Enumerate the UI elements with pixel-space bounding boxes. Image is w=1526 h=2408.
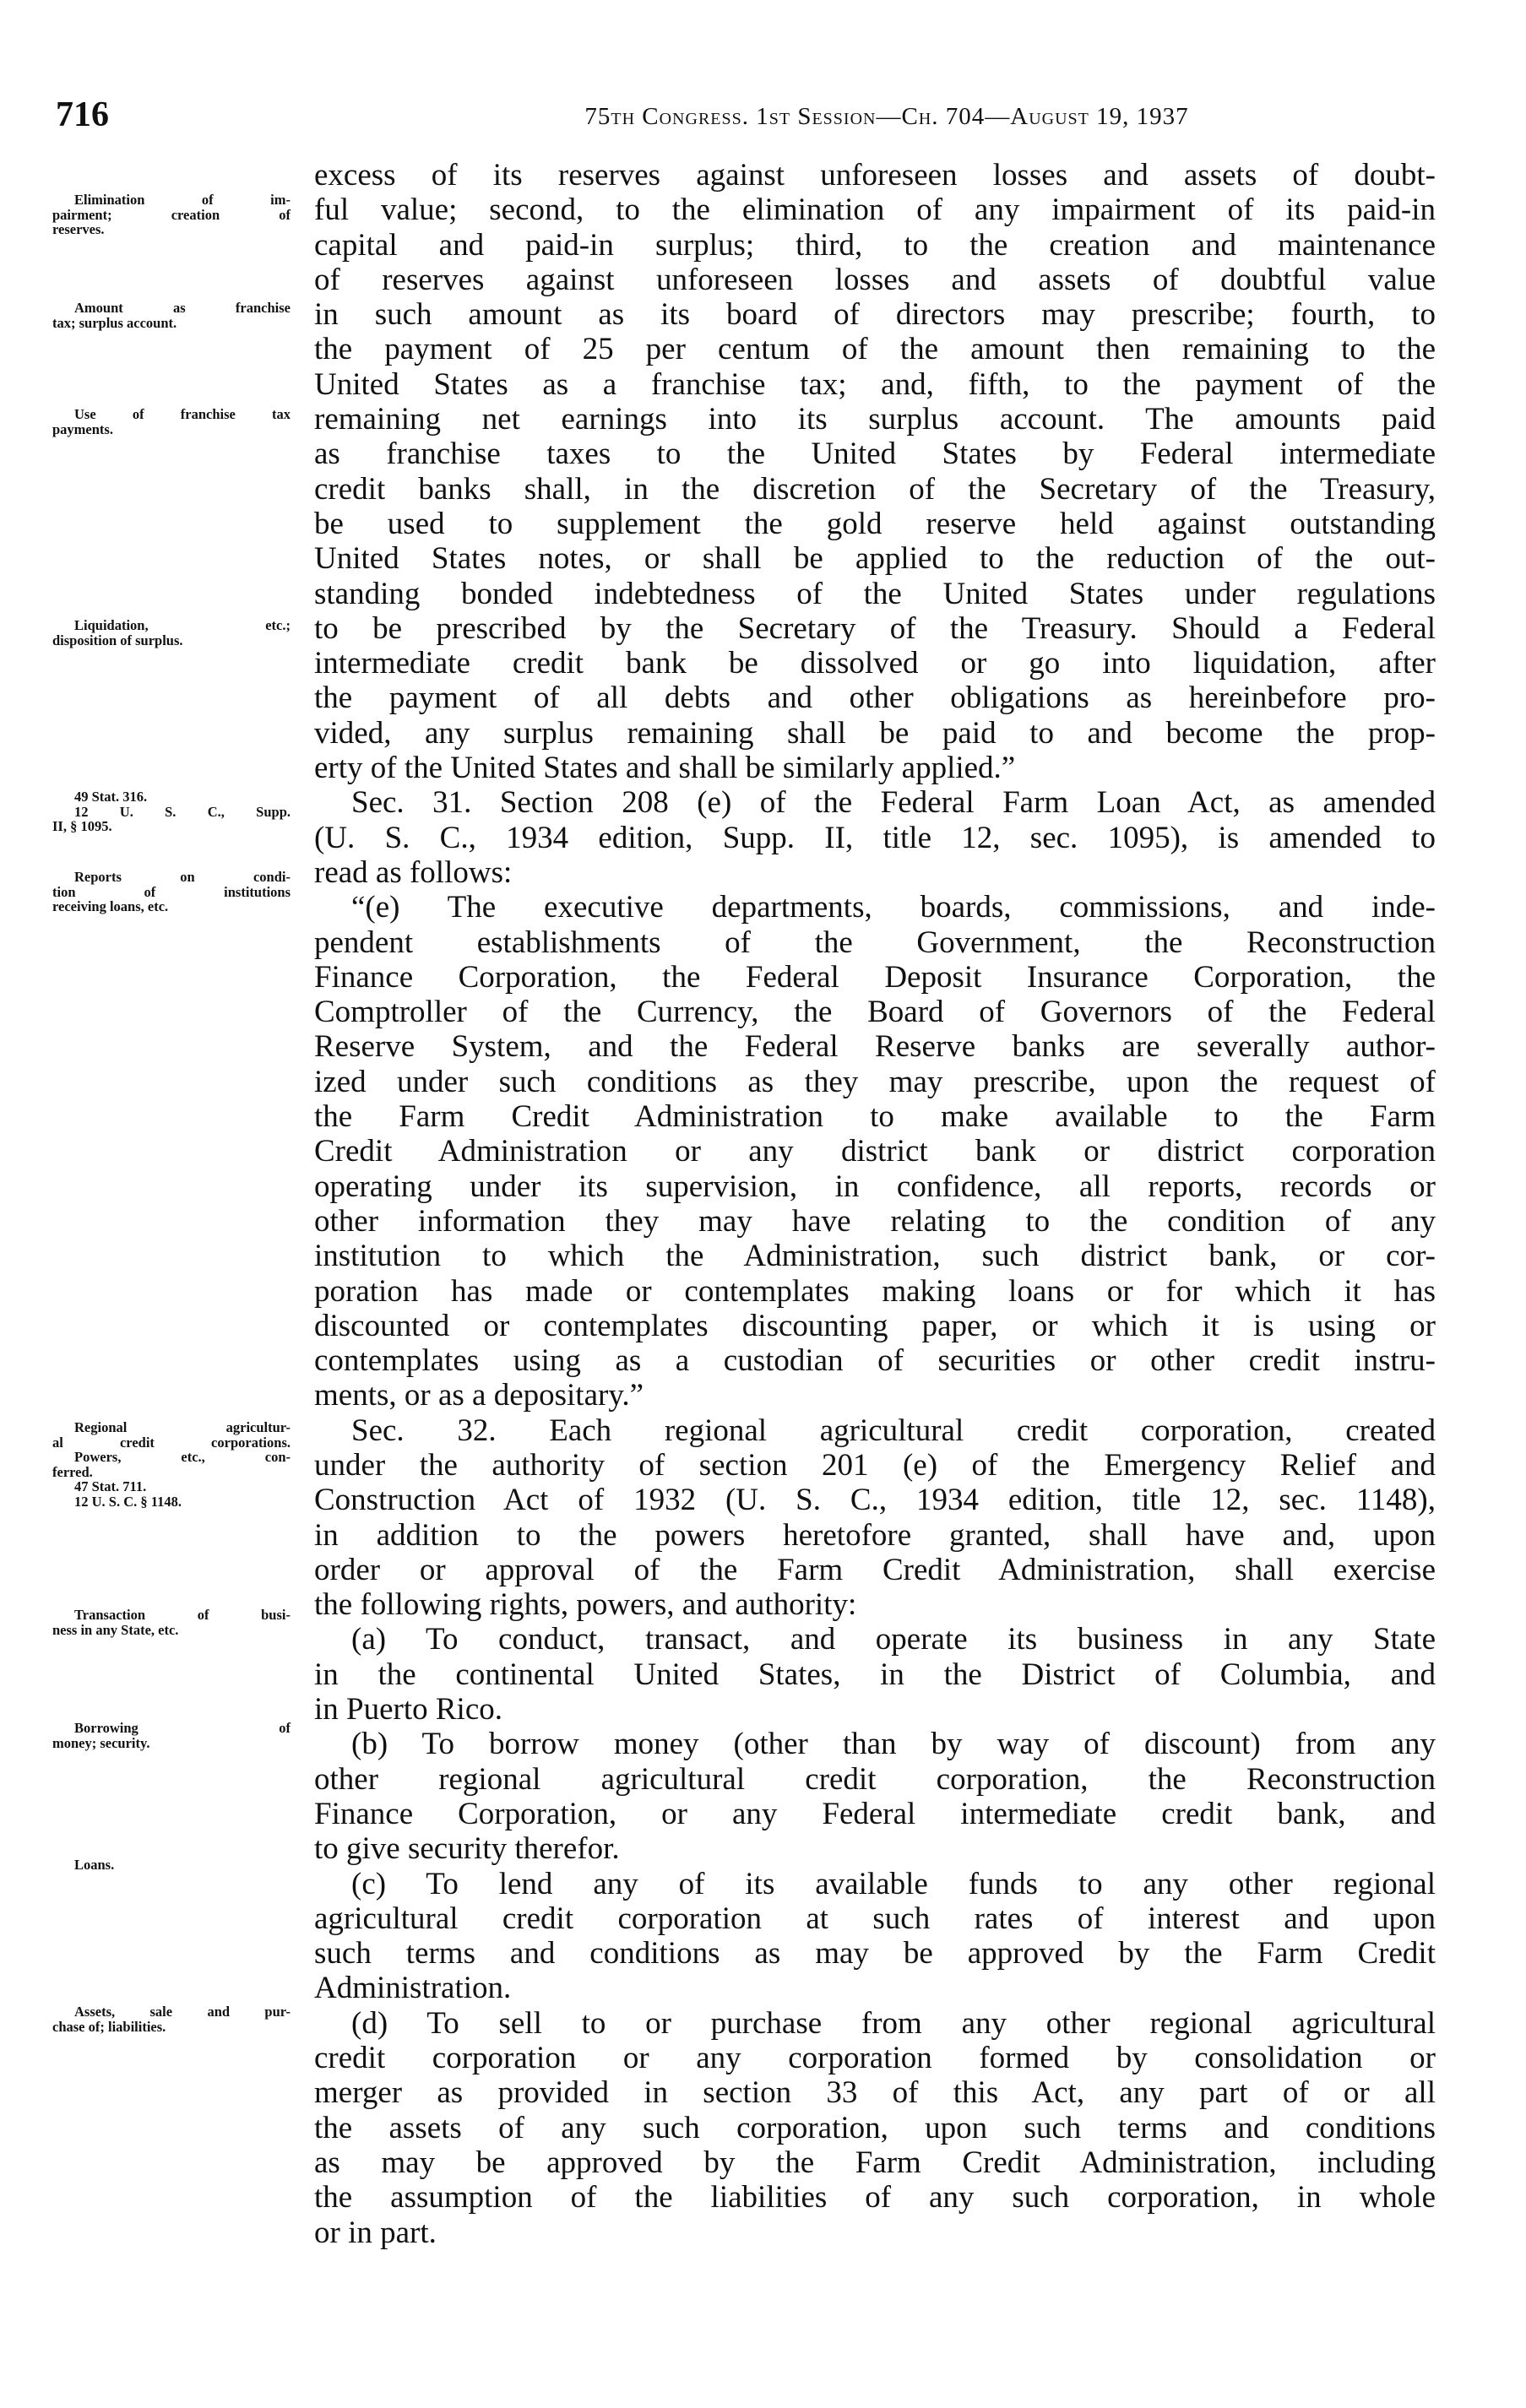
text-line: agricultural credit corporation at such rates of interest and upon xyxy=(314,1901,1436,1936)
text-line: credit banks shall, in the discretion of the Secretary of the Treasury, xyxy=(314,471,1436,507)
text-line: institution to which the Administration, such district bank, or cor- xyxy=(314,1239,1436,1274)
text-line: pendent establishments of the Government, the Reconstruction xyxy=(314,925,1436,960)
margin-note-line: Powers, etc., con- xyxy=(74,1449,291,1465)
text-line: intermediate credit bank be dissolved or go into liquidation, after xyxy=(314,646,1436,681)
text-line: (a) To conduct, transact, and operate its business in any State xyxy=(351,1622,1436,1657)
text-line: in such amount as its board of directors may prescribe; fourth, to xyxy=(314,297,1436,333)
margin-note-line: Elimination of im- xyxy=(74,192,291,208)
text-line: read as follows: xyxy=(314,854,513,890)
text-line: Credit Administration or any district bank or district corporation xyxy=(314,1134,1436,1169)
text-line: remaining net earnings into its surplus account. The amounts paid xyxy=(314,402,1436,437)
text-line: operating under its supervision, in confidence, all reports, records or xyxy=(314,1169,1436,1204)
margin-note-line: Assets, sale and pur- xyxy=(74,2004,291,2020)
text-line: ful value; second, to the elimination of any impairment of its paid-in xyxy=(314,193,1436,228)
margin-note-line: receiving loans, etc. xyxy=(52,898,169,914)
text-line: as may be approved by the Farm Credit Administration, including xyxy=(314,2145,1436,2180)
margin-note-line: pairment; creation of xyxy=(52,206,291,223)
margin-note-line: 12 U. S. C. § 1148. xyxy=(74,1493,182,1510)
text-line: United States notes, or shall be applied to the reduction of the out- xyxy=(314,541,1436,577)
margin-note xyxy=(52,789,291,834)
text-line: in addition to the powers heretofore granted, shall have and, upon xyxy=(314,1517,1436,1553)
text-line: Administration. xyxy=(314,1971,512,2006)
running-head: 75th Congress. 1st Session—Ch. 704—August 19, 1937 xyxy=(584,103,1189,130)
text-line: such terms and conditions as may be approved by the Farm Credit xyxy=(314,1936,1436,1971)
text-line: in the continental United States, in the District of Columbia, and xyxy=(314,1657,1436,1692)
margin-note-line: al credit corporations. xyxy=(52,1434,291,1451)
margin-note xyxy=(52,618,291,648)
text-line: Reserve System, and the Federal Reserve banks are severally author- xyxy=(314,1029,1436,1065)
text-line: the payment of all debts and other obligations as hereinbefore pro- xyxy=(314,681,1436,716)
margin-note xyxy=(52,407,291,437)
margin-note-line: Loans. xyxy=(74,1857,115,1873)
text-line: the following rights, powers, and authority: xyxy=(314,1587,857,1623)
body-text xyxy=(314,158,1436,2250)
margin-note-line: Regional agricultur- xyxy=(74,1419,291,1435)
margin-note xyxy=(52,1420,291,1509)
text-line: of reserves against unforeseen losses and assets of doubtful value xyxy=(314,262,1436,297)
text-line: to give security therefor. xyxy=(314,1831,620,1867)
text-line: (b) To borrow money (other than by way of discount) from any xyxy=(351,1727,1436,1762)
margin-note xyxy=(52,2004,291,2034)
text-line: erty of the United States and shall be similarly applied.” xyxy=(314,751,1016,786)
text-line: credit corporation or any corporation formed by consolidation or xyxy=(314,2041,1436,2076)
margin-note-line: II, § 1095. xyxy=(52,818,112,834)
text-line: be used to supplement the gold reserve held against outstanding xyxy=(314,506,1436,541)
text-line: vided, any surplus remaining shall be paid to and become the prop- xyxy=(314,715,1436,751)
text-line: to be prescribed by the Secretary of the Treasury. Should a Federal xyxy=(314,610,1436,646)
text-line: (U. S. C., 1934 edition, Supp. II, title 12, sec. 1095), is amended to xyxy=(314,820,1436,855)
text-line: Finance Corporation, or any Federal intermediate credit bank, and xyxy=(314,1796,1436,1831)
margin-note-line: ferred. xyxy=(52,1463,93,1480)
text-line: as franchise taxes to the United States by Federal intermediate xyxy=(314,437,1436,472)
margin-note-line: 49 Stat. 316. xyxy=(74,789,148,805)
text-line: the payment of 25 per centum of the amount then remaining to the xyxy=(314,332,1436,367)
margin-note-line: ness in any State, etc. xyxy=(52,1621,179,1638)
margin-note-line: Amount as franchise xyxy=(74,300,291,316)
text-line: Construction Act of 1932 (U. S. C., 1934 edition, title 12, sec. 1148), xyxy=(314,1483,1436,1518)
margin-note-line: tax; surplus account. xyxy=(52,314,177,331)
text-line: other information they may have relating to the condition of any xyxy=(314,1203,1436,1239)
margin-note xyxy=(52,301,291,330)
text-line: Finance Corporation, the Federal Deposit Insurance Corporation, the xyxy=(314,959,1436,995)
margin-note-line: Reports on condi- xyxy=(74,869,291,885)
text-line: United States as a franchise tax; and, fifth, to the payment of the xyxy=(314,366,1436,402)
text-line: poration has made or contemplates making loans or for which it has xyxy=(314,1273,1436,1309)
text-line: Sec. 31. Section 208 (e) of the Federal Farm Loan Act, as amended xyxy=(351,785,1436,821)
text-line: order or approval of the Farm Credit Administration, shall exercise xyxy=(314,1552,1436,1587)
text-line: contemplates using as a custodian of securities or other credit instru- xyxy=(314,1343,1436,1379)
margin-note-line: chase of; liabilities. xyxy=(52,2018,166,2035)
text-line: standing bonded indebtedness of the United States under regulations xyxy=(314,576,1436,611)
text-line: Sec. 32. Each regional agricultural credit corporation, created xyxy=(351,1413,1436,1448)
text-line: the assumption of the liabilities of any such corporation, in whole xyxy=(314,2180,1436,2215)
text-line: under the authority of section 201 (e) of the Emergency Relief and xyxy=(314,1447,1436,1483)
margin-note-line: payments. xyxy=(52,420,113,437)
text-line: the Farm Credit Administration to make available to the Farm xyxy=(314,1099,1436,1135)
text-line: discounted or contemplates discounting paper, or which it is using or xyxy=(314,1308,1436,1343)
margin-note-line: Use of franchise tax xyxy=(74,406,291,422)
text-line: “(e) The executive departments, boards, commissions, and inde- xyxy=(351,890,1436,925)
text-line: capital and paid-in surplus; third, to the creation and maintenance xyxy=(314,227,1436,263)
text-line: (c) To lend any of its available funds to any other regional xyxy=(351,1866,1436,1901)
margin-note-line: Transaction of busi- xyxy=(74,1607,291,1623)
margin-note-line: tion of institutions xyxy=(52,883,291,900)
page-number: 716 xyxy=(56,95,109,134)
text-line: ized under such conditions as they may prescribe, upon the request of xyxy=(314,1064,1436,1099)
margin-note xyxy=(52,1608,291,1637)
text-line: merger as provided in section 33 of this Act, any part of or all xyxy=(314,2075,1436,2111)
text-line: in Puerto Rico. xyxy=(314,1692,503,1727)
margin-note-line: disposition of surplus. xyxy=(52,632,183,648)
margin-note xyxy=(52,1721,291,1750)
margin-note-line: Liquidation, etc.; xyxy=(74,617,291,633)
margin-note-line: money; security. xyxy=(52,1734,150,1751)
margin-note-line: 12 U. S. C., Supp. xyxy=(74,803,291,820)
margin-note xyxy=(52,870,291,914)
text-line: or in part. xyxy=(314,2215,437,2250)
text-line: ments, or as a depositary.” xyxy=(314,1378,644,1413)
text-line: the assets of any such corporation, upon such terms and conditions xyxy=(314,2110,1436,2145)
text-line: excess of its reserves against unforeseen losses and assets of doubt- xyxy=(314,158,1436,193)
margin-note xyxy=(52,1858,291,1873)
text-line: other regional agricultural credit corporation, the Reconstruction xyxy=(314,1761,1436,1797)
text-line: Comptroller of the Currency, the Board of Governors of the Federal xyxy=(314,995,1436,1030)
text-line: (d) To sell to or purchase from any other regional agricultural xyxy=(351,2005,1436,2041)
margin-note xyxy=(52,193,291,237)
margin-note-line: 47 Stat. 711. xyxy=(74,1478,147,1494)
margin-note-line: Borrowing of xyxy=(74,1720,291,1736)
margin-note-line: reserves. xyxy=(52,221,105,237)
